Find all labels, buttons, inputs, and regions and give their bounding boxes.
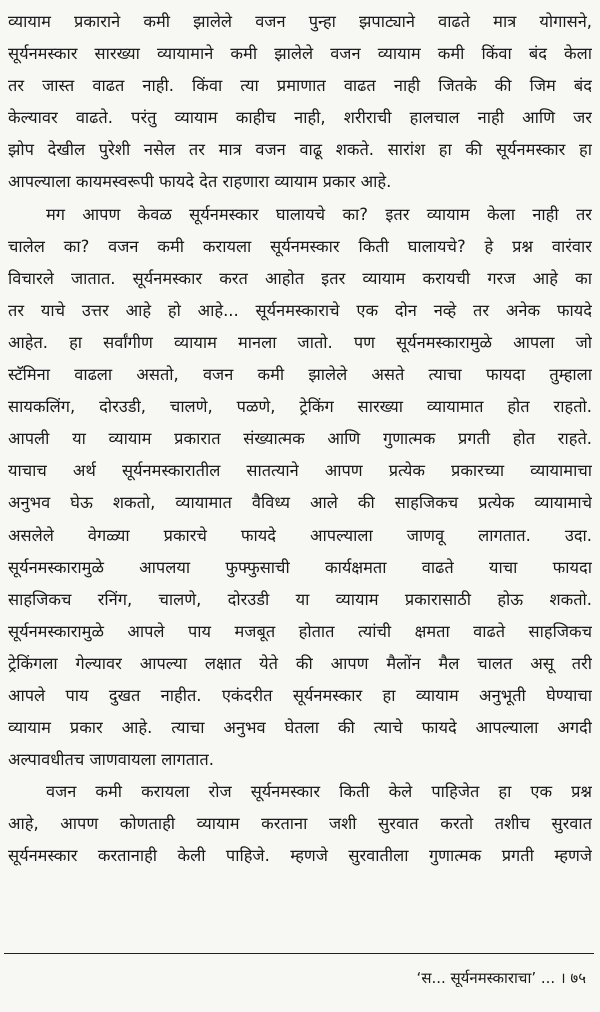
text-line: अल्पावधीतच जाणवायला लागतात. (8, 750, 214, 770)
text-line: तर याचे उत्तर आहे हो आहे... सूर्यनमस्काराचे एक दोन नव्हे तर अनेक फायदे (8, 300, 592, 320)
text-line: आपले पाय दुखत नाहीत. एकंदरीत सूर्यनमस्कार हा व्यायाम अनुभूती घेण्याचा (8, 685, 592, 705)
footer-divider (4, 953, 594, 954)
text-line: सूर्यनमस्कारामुळे आपलया फुफ्फुसाची कार्यक्षमता वाढते याचा फायदा (8, 557, 592, 577)
text-line: सूर्यनमस्कार करतानाही केली पाहिजे. म्हणजे सुरवातीला गुणात्मक प्रगती म्हणजे (8, 846, 592, 866)
text-line: सूर्यनमस्कार सारख्या व्यायामाने कमी झालेले वजन व्यायाम कमी किंवा बंद केला (8, 44, 592, 64)
text-line: सूर्यनमस्कारामुळे आपले पाय मजबूत होतात त्यांची क्षमता वाढते साहजिकच (8, 621, 592, 641)
text-line: तर जास्त वाढत नाही. किंवा त्या प्रमाणात वाढत नाही जितके की जिम बंद (8, 76, 592, 96)
text-line: अनुभव घेऊ शकतो, व्यायामात वैविध्य आले की साहजिकच प्रत्येक व्यायामाचे (8, 493, 592, 513)
text-line: आहेत. हा सर्वांगीण व्यायाम मानला जातो. पण सूर्यनमस्कारामुळे आपला जो (8, 332, 592, 352)
text-line: विचारले जातात. सूर्यनमस्कार करत आहोत इतर व्यायाम करायची गरज आहे का (8, 268, 592, 288)
text-line: आपली या व्यायाम प्रकारात संख्यात्मक आणि गुणात्मक प्रगती होत राहते. (8, 429, 592, 449)
text-line: असलेले वेगळ्या प्रकारचे फायदे आपल्याला जाणवू लागतात. उदा. (8, 525, 592, 545)
text-line: याचाच अर्थ सूर्यनमस्कारातील सातत्याने आपण प्रत्येक प्रकारच्या व्यायामाचा (8, 461, 592, 481)
text-line: आपल्याला कायमस्वरूपी फायदे देत राहणारा व्यायाम प्रकार आहे. (8, 172, 392, 192)
text-line: केल्यावर वाढते. परंतु व्यायाम काहीच नाही, शरीराची हालचाल नाही आणि जर (8, 108, 592, 128)
text-line: स्टॅमिना वाढला असतो, वजन कमी झालेले असते त्याचा फायदा तुम्हाला (8, 365, 592, 385)
text-line: वजन कमी करायला रोज सूर्यनमस्कार किती केले पाहिजेत हा एक प्रश्न (46, 782, 592, 802)
text-line: चालेल का? वजन कमी करायला सूर्यनमस्कार किती घालायचे? हे प्रश्न वारंवार (8, 236, 592, 256)
text-line: आहे, आपण कोणताही व्यायाम करताना जशी सुरवात करतो तशीच सुरवात (8, 814, 592, 834)
text-line: मग आपण केवळ सूर्यनमस्कार घालायचे का? इतर व्यायाम केला नाही तर (46, 204, 592, 224)
page-footer: ‘स... सूर्यनमस्काराचा’ ... । ७५ (416, 969, 586, 987)
body-text (8, 6, 592, 873)
text-line: साहजिकच रनिंग, चालणे, दोरउडी या व्यायाम प्रकारासाठी होऊ शकतो. (8, 589, 592, 609)
text-line: सायकलिंग, दोरउडी, चालणे, पळणे, ट्रेकिंग सारख्या व्यायामात होत राहतो. (8, 397, 592, 417)
text-line: झोप देखील पुरेशी नसेल तर मात्र वजन वाढू शकते. सारांश हा की सूर्यनमस्कार हा (8, 140, 592, 160)
text-line: व्यायाम प्रकाराने कमी झालेले वजन पुन्हा झपाट्याने वाढते मात्र योगासने, (8, 12, 592, 31)
text-line: ट्रेकिंगला गेल्यावर आपल्या लक्षात येते की आपण मैलोंन मैल चालत असू तरी (8, 653, 592, 673)
text-line: व्यायाम प्रकार आहे. त्याचा अनुभव घेतला की त्याचे फायदे आपल्याला अगदी (8, 718, 592, 738)
